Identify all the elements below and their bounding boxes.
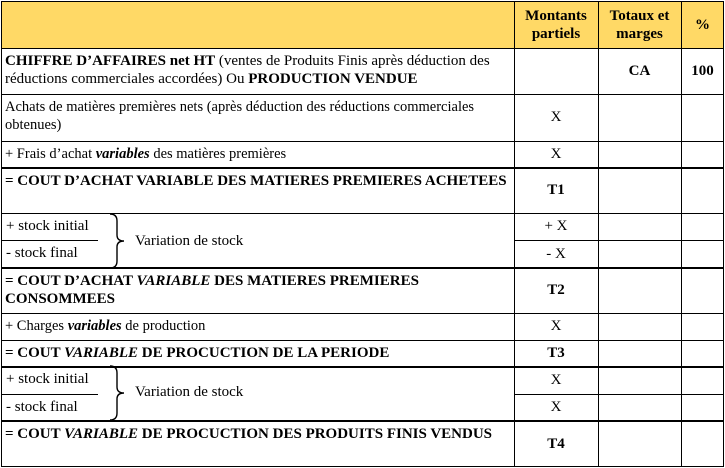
t4-italic: VARIABLE — [64, 426, 139, 442]
border-row-charges — [1, 340, 724, 341]
row-frais-label — [1, 141, 514, 168]
frais-montant-value: X — [550, 146, 562, 162]
ca-percent-value: 100 — [691, 62, 714, 79]
row-chiffre-affaires-label — [1, 48, 514, 94]
border-row-ca — [1, 94, 724, 95]
row-t1-label: = COUT D’ACHAT VARIABLE DES MATIERES PREMIERES ACHETEES — [5, 173, 507, 189]
charges-italic: variables — [67, 318, 122, 334]
t1-montant-value: T1 — [547, 182, 565, 198]
row-t3-label — [1, 340, 514, 367]
row-t2-label — [1, 268, 514, 313]
border-outer-top — [1, 1, 724, 2]
t2-italic: VARIABLE — [136, 273, 211, 289]
t2-part2: DES MATIERES PREMIERES CONSOMMEES — [5, 273, 419, 307]
t2-part1: = COUT D’ACHAT — [5, 273, 137, 289]
achats-montant-value: X — [550, 109, 562, 125]
stock2-initial-label: + stock initial — [6, 371, 89, 387]
border-row-frais — [1, 167, 724, 169]
border-row-achats — [1, 141, 724, 142]
border-outer-left — [1, 1, 2, 467]
t4-montant-value: T4 — [547, 435, 565, 452]
stock1-final-label: - stock final — [6, 245, 78, 261]
frais-prefix: + Frais d’achat — [5, 146, 96, 162]
stock1-brace-icon — [104, 213, 130, 269]
t4-part2: DE PROCUCTION DES PRODUITS FINIS VENDUS — [138, 426, 492, 442]
stock1-initial-montant: + X — [544, 218, 568, 234]
border-row-t3 — [1, 366, 724, 368]
border-row-stock2-end — [1, 420, 724, 422]
border-col-3 — [681, 1, 682, 467]
border-row-header — [1, 48, 724, 49]
header-blank-cell — [1, 1, 514, 48]
frais-italic: variables — [95, 146, 150, 162]
border-row-t1 — [1, 213, 724, 214]
frais-suffix: des matières premières — [149, 146, 287, 162]
border-row-stock2-mid-left — [1, 394, 98, 395]
stock1-final-montant: - X — [546, 245, 566, 262]
cost-table — [1, 1, 724, 467]
stock1-initial-label: + stock initial — [6, 218, 89, 234]
stock2-brace-icon — [104, 365, 130, 421]
ca-totaux-value: CA — [628, 62, 651, 79]
stock2-final-label: - stock final — [6, 399, 78, 415]
border-row-stock2-mid — [514, 394, 724, 395]
stock2-final-montant: X — [550, 399, 562, 415]
ca-label-bold: CHIFFRE D’AFFAIRES net HT — [5, 53, 216, 69]
stock1-variation-label: Variation de stock — [135, 233, 244, 249]
border-row-t2 — [1, 313, 724, 314]
row-t4-label — [1, 421, 514, 467]
ca-label-bold2: PRODUCTION VENDUE — [248, 71, 418, 87]
border-outer-bottom — [1, 466, 724, 467]
stock2-initial-montant: X — [550, 372, 562, 388]
charges-montant-value: X — [550, 318, 562, 334]
row-achats-label: Achats de matières premières nets (après déduction des réductions commerciales obtenues) — [5, 99, 475, 133]
border-col-2 — [598, 1, 599, 467]
t3-montant-value: T3 — [547, 345, 565, 361]
t4-part1: = COUT — [5, 426, 65, 442]
border-outer-right — [723, 1, 724, 467]
header-montants-partiels: Montants partiels — [514, 1, 598, 48]
border-row-stock1-mid-left — [1, 240, 98, 241]
stock2-variation-label: Variation de stock — [135, 384, 244, 400]
t2-montant-value: T2 — [547, 282, 565, 298]
t3-part2: DE PROCUCTION DE LA PERIODE — [138, 345, 390, 361]
header-percent: % — [681, 1, 724, 48]
charges-suffix: de production — [121, 318, 206, 334]
border-col-1 — [514, 1, 515, 467]
border-row-stock1-mid — [514, 240, 724, 241]
border-row-stock1-end — [1, 267, 724, 269]
t3-italic: VARIABLE — [64, 345, 139, 361]
row-charges-label — [1, 313, 514, 340]
t3-part1: = COUT — [5, 345, 65, 361]
header-totaux-et-marges: Totaux et marges — [598, 1, 681, 48]
charges-prefix: + Charges — [5, 318, 68, 334]
ca-label-text: (ventes de Produits Finis après déduction des réductions commerciales accordées) Ou — [5, 53, 490, 87]
